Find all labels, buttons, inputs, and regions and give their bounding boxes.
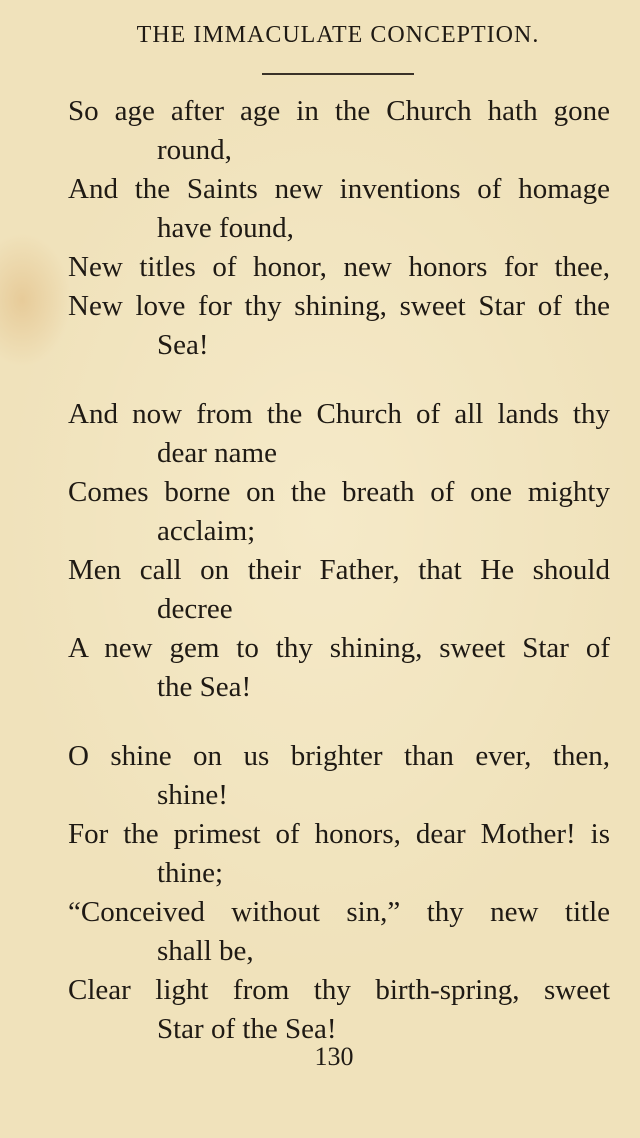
poem-line-continuation: shall be, [157, 935, 254, 967]
page-number: 130 [314, 1042, 354, 1071]
stanza-1 [68, 92, 610, 365]
running-header: THE IMMACULATE CONCEPTION. [136, 22, 540, 48]
poem-line: Clear light from thy birth-spring, sweet [68, 974, 610, 1006]
stanza-2 [68, 395, 610, 707]
poem-line: So age after age in the Church hath gone [68, 95, 610, 127]
poem-line: O shine on us brighter than ever, then, [68, 740, 610, 772]
poem-line: A new gem to thy shining, sweet Star of [68, 632, 610, 664]
poem-line: For the primest of honors, dear Mother! is [68, 818, 610, 850]
header-rule [262, 73, 414, 75]
poem-line-continuation: acclaim; [157, 515, 256, 547]
poem-line: New titles of honor, new honors for thee, [68, 251, 610, 283]
poem-line-continuation: Sea! [157, 329, 209, 361]
poem-line-continuation: dear name [157, 437, 277, 469]
poem-line: “Conceived without sin,” thy new title [68, 896, 610, 928]
stanza-3 [68, 737, 610, 1049]
poem [68, 92, 610, 1079]
poem-line: New love for thy shining, sweet Star of the [68, 290, 610, 322]
poem-line-continuation: round, [157, 134, 232, 166]
poem-line: And the Saints new inventions of homage [68, 173, 610, 205]
poem-line: And now from the Church of all lands thy [68, 398, 610, 430]
poem-line: Men call on their Father, that He should [68, 554, 610, 586]
poem-line-continuation: decree [157, 593, 233, 625]
poem-line-continuation: shine! [157, 779, 228, 811]
poem-line-continuation: thine; [157, 857, 224, 889]
poem-line-continuation: have found, [157, 212, 294, 244]
poem-line-continuation: Star of the Sea! [157, 1013, 337, 1045]
poem-line-continuation: the Sea! [157, 671, 252, 703]
poem-line: Comes borne on the breath of one mighty [68, 476, 610, 508]
